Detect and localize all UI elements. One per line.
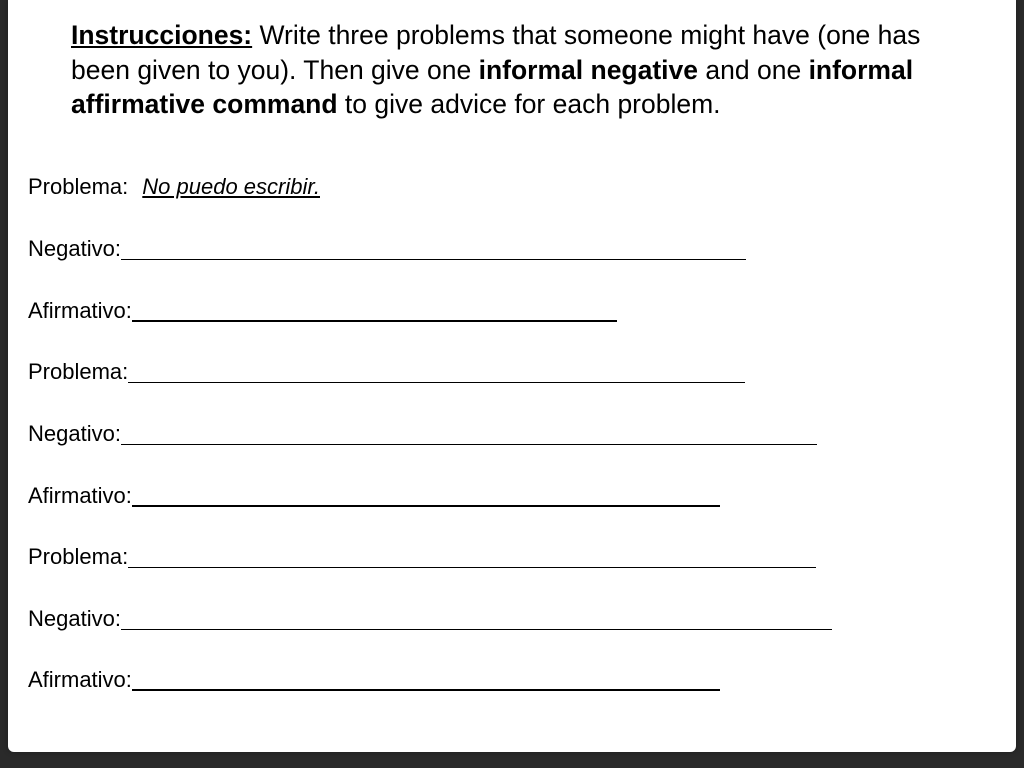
problem-row-1 xyxy=(28,174,320,200)
instructions-bold-2: informal affirmative command xyxy=(71,54,914,119)
negative-row-1 xyxy=(28,236,746,262)
row-label: Problema: xyxy=(28,174,129,199)
row-label: Afirmativo: xyxy=(28,667,132,692)
negative-row-3 xyxy=(28,606,832,632)
instructions-text-2: and one xyxy=(698,54,809,85)
answer-blank[interactable] xyxy=(132,689,720,691)
problem-row-3 xyxy=(28,544,816,570)
answer-blank[interactable] xyxy=(132,505,720,507)
problem-row-2 xyxy=(28,359,745,385)
instructions-lead: Instrucciones: xyxy=(71,20,253,50)
row-label: Negativo: xyxy=(28,236,121,261)
instructions-text-3: to give advice for each problem. xyxy=(337,89,721,119)
answer-blank[interactable] xyxy=(132,320,617,322)
instructions-text-1: Write three problems that someone might have (one has been given to you). Then give one xyxy=(71,20,921,85)
row-label: Afirmativo: xyxy=(28,298,132,323)
affirmative-row-3 xyxy=(28,667,720,693)
row-label: Problema: xyxy=(28,544,129,569)
answer-blank[interactable] xyxy=(128,567,816,568)
answer-blank[interactable] xyxy=(121,259,746,260)
affirmative-row-1 xyxy=(28,298,617,324)
answer-blank[interactable] xyxy=(128,382,745,383)
affirmative-row-2 xyxy=(28,483,720,509)
instructions-paragraph xyxy=(71,18,971,122)
given-problem-text: No puedo escribir. xyxy=(142,174,320,199)
row-label: Negativo: xyxy=(28,421,121,446)
row-label: Afirmativo: xyxy=(28,483,132,508)
answer-blank[interactable] xyxy=(121,444,817,445)
negative-row-2 xyxy=(28,421,817,447)
answer-blank[interactable] xyxy=(121,629,832,630)
instructions-bold-1: informal negative xyxy=(478,54,699,85)
worksheet-page xyxy=(8,0,1016,752)
row-label: Problema: xyxy=(28,359,129,384)
row-label: Negativo: xyxy=(28,606,121,631)
